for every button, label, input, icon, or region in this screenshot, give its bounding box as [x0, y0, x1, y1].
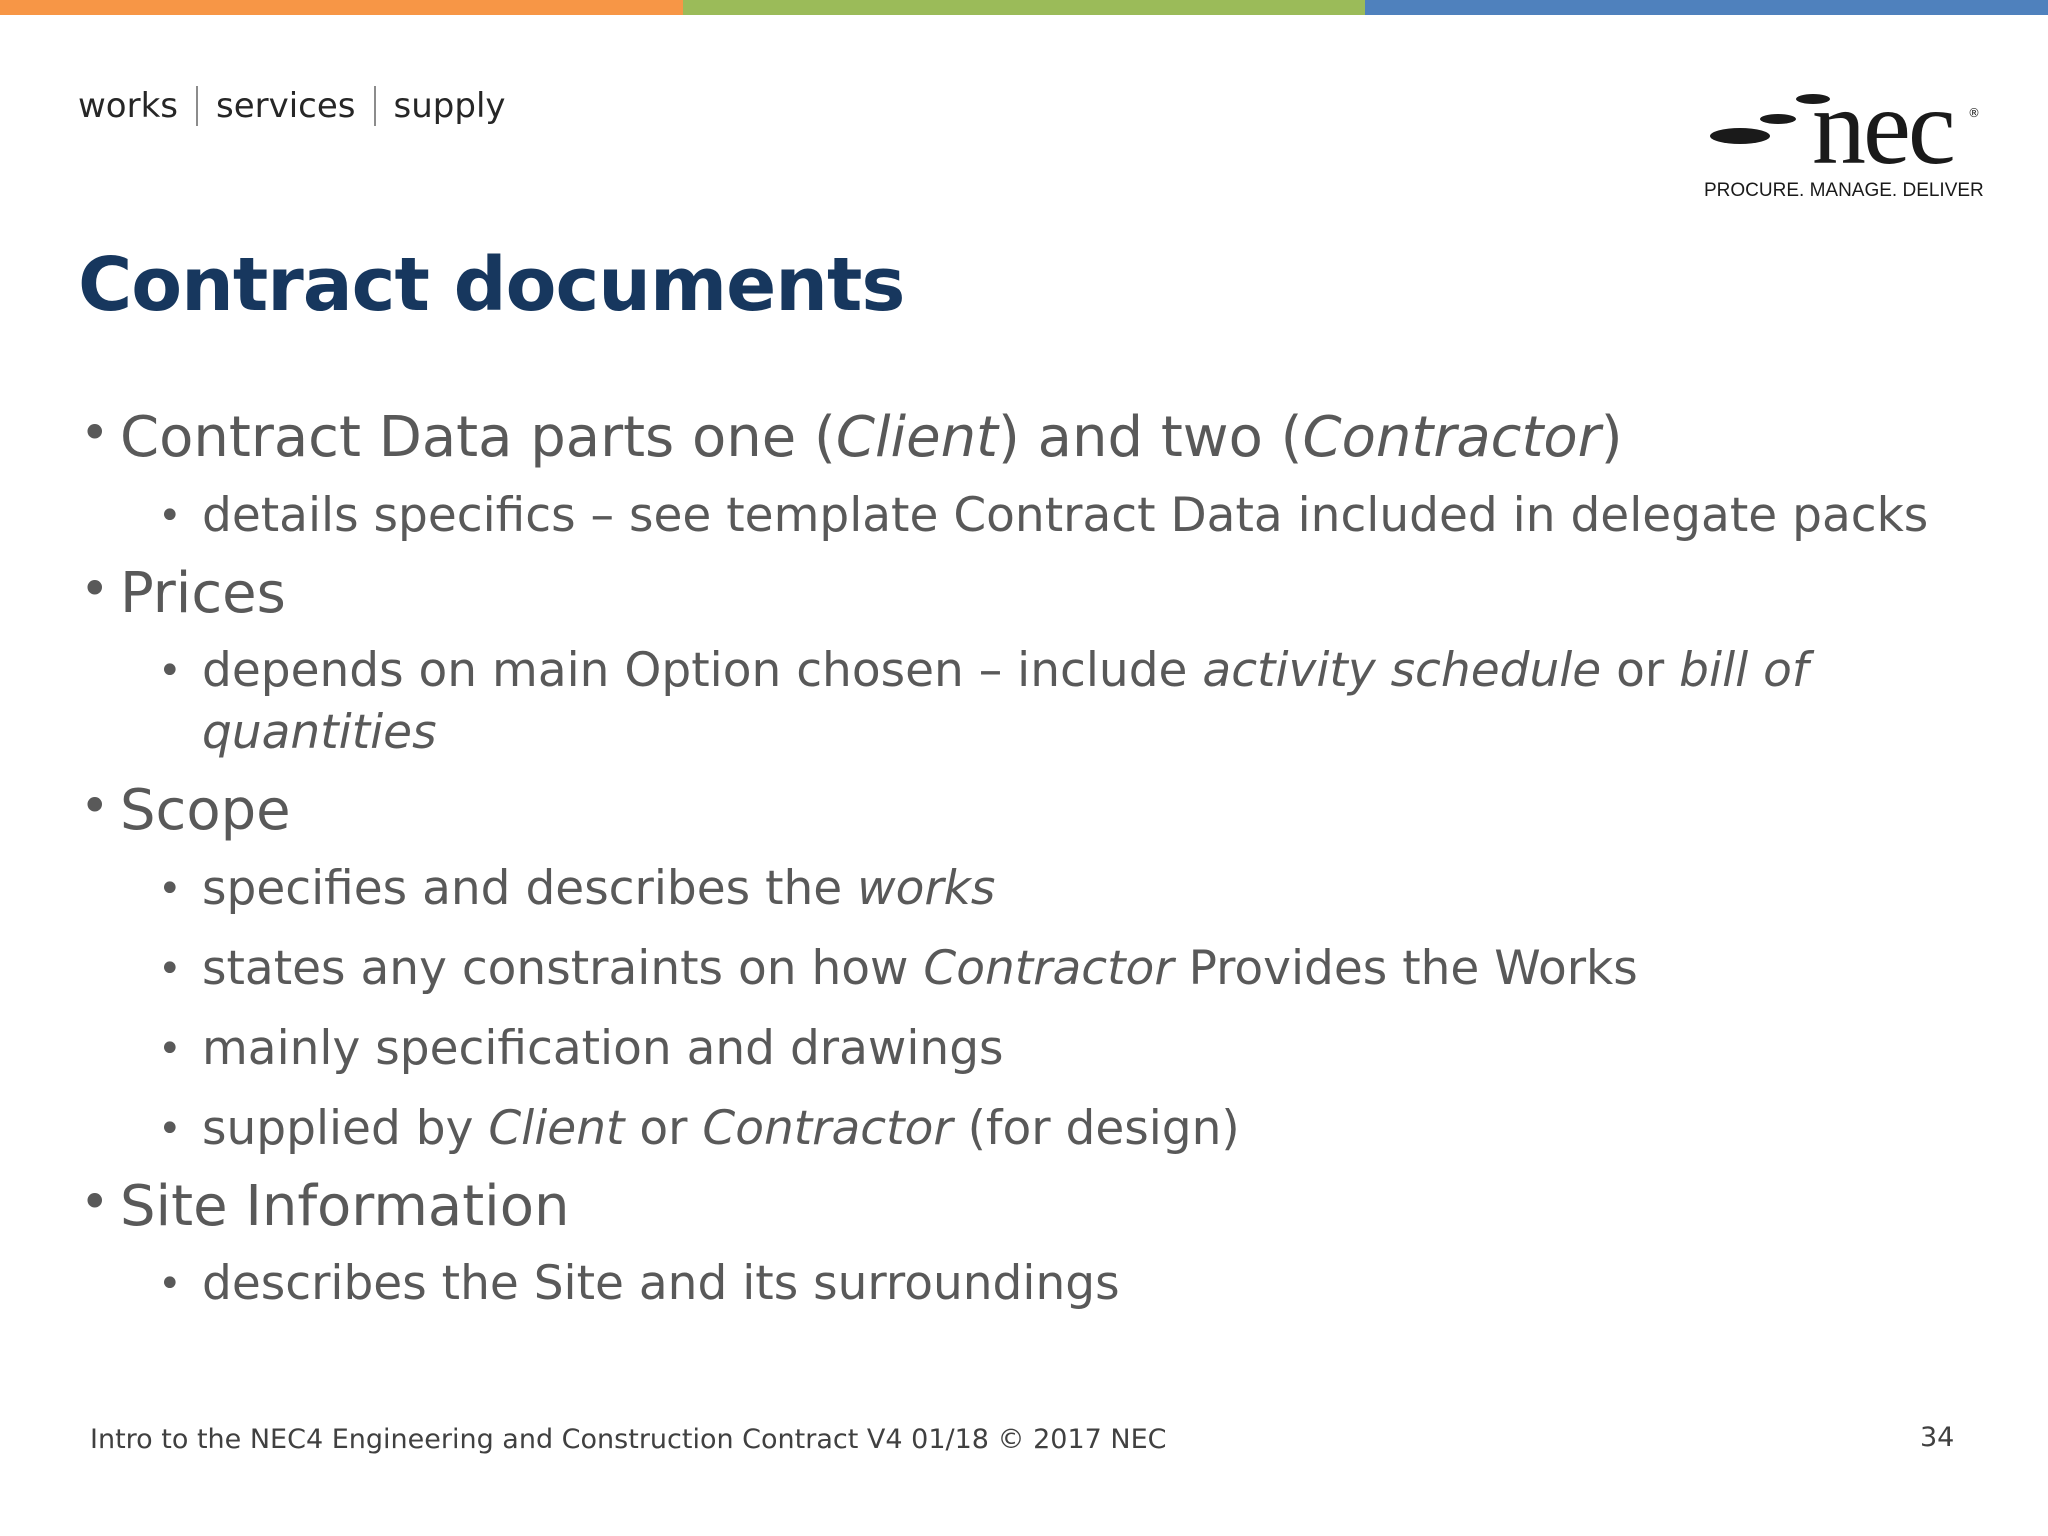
sub-bullet-icon: •	[158, 865, 182, 912]
top-bar-blue	[1365, 0, 2048, 15]
tagline	[78, 86, 506, 126]
bullet-text	[120, 400, 1623, 476]
text-run: describes the Site and its surroundings	[202, 1256, 1120, 1312]
bullet-item	[80, 1169, 1980, 1245]
top-bar-green	[683, 0, 1366, 15]
bullet-item	[80, 556, 1980, 632]
top-color-bar	[0, 0, 2048, 15]
sub-bullet-item	[158, 1244, 1980, 1324]
sub-bullet-item	[158, 1089, 1980, 1169]
italic-text: bill of quantities	[202, 643, 1809, 761]
sub-bullet-text	[202, 1253, 1120, 1315]
sub-bullet-text	[202, 858, 995, 920]
page-number: 34	[1920, 1422, 1955, 1453]
text-run: Provides the Works	[1173, 940, 1638, 996]
italic-text: activity schedule	[1202, 643, 1602, 699]
page-title: Contract documents	[78, 242, 905, 328]
nec-logo	[1700, 68, 1984, 206]
sub-bullet-icon: •	[158, 1105, 182, 1152]
logo-dash-medium	[1760, 114, 1796, 124]
text-run: Prices	[120, 560, 286, 626]
italic-text: Contractor	[702, 1100, 953, 1156]
footer-text: Intro to the NEC4 Engineering and Construction Contract V4 01/18 © 2017 NEC	[90, 1424, 1167, 1455]
sub-bullet-icon: •	[158, 1261, 182, 1308]
text-run: Contract Data parts one (	[120, 405, 836, 470]
sub-bullet-text	[202, 485, 1928, 547]
text-run: supplied by	[202, 1100, 489, 1156]
logo-registered-mark: ®	[1968, 106, 1980, 120]
sub-bullet-item	[158, 476, 1980, 556]
logo-dash-large	[1710, 128, 1770, 144]
italic-text: Contractor	[1302, 405, 1601, 470]
sub-bullet-icon: •	[158, 1025, 182, 1072]
text-run: ) and two (	[998, 405, 1303, 470]
bullet-icon: •	[80, 404, 110, 462]
logo-motto: PROCURE. MANAGE. DELIVER	[1704, 180, 1984, 201]
bullet-icon: •	[80, 559, 110, 618]
bullet-text	[120, 556, 286, 632]
italic-text: Client	[488, 1100, 625, 1156]
bullet-icon: •	[80, 777, 110, 836]
sub-bullet-icon: •	[158, 492, 182, 539]
logo-wordmark: nec	[1812, 68, 1953, 187]
sub-bullet-text	[202, 938, 1638, 1000]
bullet-item	[80, 773, 1980, 849]
bullet-item	[80, 400, 1980, 476]
bullet-text	[120, 773, 291, 849]
sub-bullet-text	[202, 640, 1980, 764]
tagline-services: services	[216, 86, 356, 126]
text-run: details specifics – see template Contract Data included in delegate packs	[202, 487, 1929, 543]
text-run: or	[624, 1100, 703, 1156]
tagline-supply: supply	[393, 86, 506, 126]
sub-bullet-item	[158, 1009, 1980, 1089]
sub-bullet-text	[202, 1098, 1240, 1160]
text-run: (for design)	[952, 1100, 1240, 1156]
text-run: mainly specification and drawings	[202, 1020, 1004, 1076]
italic-text: Client	[835, 405, 999, 470]
sub-bullet-item	[158, 929, 1980, 1009]
sub-bullet-text	[202, 1018, 1004, 1080]
bullet-text	[120, 1169, 569, 1245]
bullet-icon: •	[80, 1172, 110, 1231]
tagline-divider	[374, 86, 376, 126]
sub-bullet-item	[158, 849, 1980, 929]
text-run: states any constraints on how	[202, 940, 924, 996]
italic-text: works	[857, 860, 996, 916]
top-bar-orange	[0, 0, 683, 15]
tagline-divider	[196, 86, 198, 126]
sub-bullet-icon: •	[158, 648, 182, 695]
tagline-works: works	[78, 86, 178, 126]
text-run: specifies and describes the	[202, 860, 858, 916]
text-run: or	[1601, 643, 1680, 699]
text-run: Site Information	[120, 1173, 570, 1239]
text-run: depends on main Option chosen – include	[202, 643, 1203, 699]
sub-bullet-item	[158, 631, 1980, 773]
bullet-list	[80, 400, 1980, 1324]
text-run: )	[1600, 405, 1623, 470]
sub-bullet-icon: •	[158, 945, 182, 992]
italic-text: Contractor	[923, 940, 1174, 996]
text-run: Scope	[120, 778, 291, 844]
